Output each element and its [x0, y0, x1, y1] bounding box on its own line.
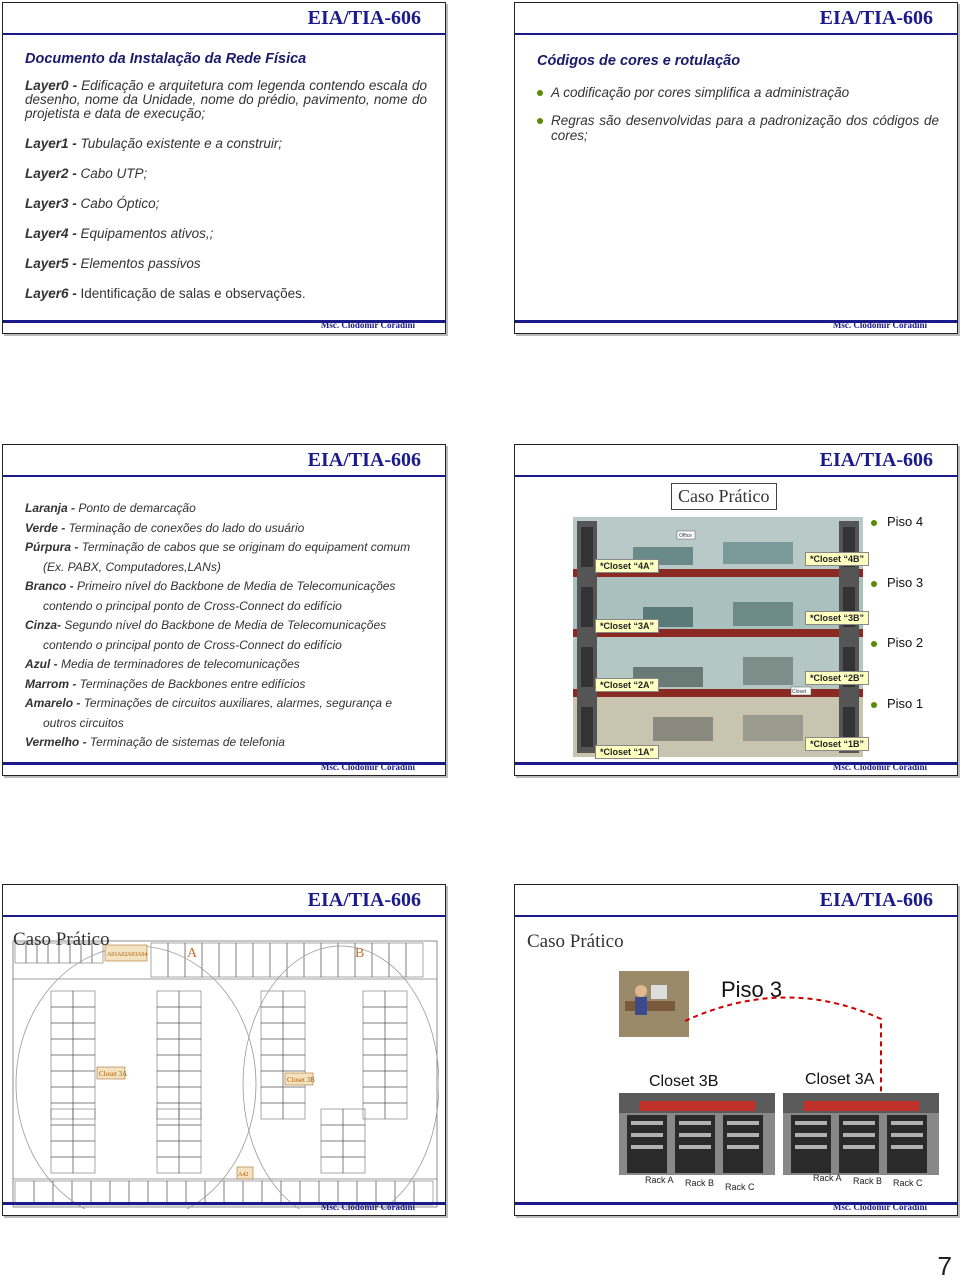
plan-cell [179, 991, 201, 1007]
closet-sign: Closet [792, 689, 807, 695]
footer-author: Msc. Clodomir Coradini [320, 1202, 415, 1212]
layer-text: Cabo UTP; [76, 166, 148, 181]
slide-footer [515, 1202, 957, 1215]
plan-cell [363, 1055, 385, 1071]
plan-cell [304, 943, 321, 977]
layer-key: Layer0 - [25, 78, 78, 93]
color-code-item [25, 521, 427, 535]
plan-cell [151, 943, 168, 977]
plan-cell [51, 1103, 73, 1119]
plan-cell [321, 1109, 343, 1125]
bullet-item: Regras são desenvolvidas para a padronização dos códigos de cores; [537, 113, 939, 143]
plan-cell [157, 1087, 179, 1103]
closet-3a-title: Closet 3A [805, 1071, 875, 1088]
plan-cell [236, 943, 253, 977]
plan-cell [343, 1125, 365, 1141]
color-code-item [25, 501, 427, 515]
layer-key: Layer4 - [25, 226, 77, 241]
plan-cell [283, 991, 305, 1007]
color-text: Terminações de circuitos auxiliares, alarmes, segurança e [80, 696, 393, 710]
bullet-icon [537, 118, 543, 124]
plan-cell [406, 943, 423, 977]
floor-item: Piso 1 [871, 696, 923, 711]
plan-cell [73, 1023, 95, 1039]
plan-cell [363, 1039, 385, 1055]
plan-cell [157, 991, 179, 1007]
header-line [515, 915, 957, 917]
slide-6 [514, 884, 958, 1216]
page-number: 7 [937, 1251, 952, 1281]
plan-cell [73, 1055, 95, 1071]
rack-label: Rack C [725, 1182, 755, 1192]
slide-header: EIA/TIA-606 [819, 889, 933, 911]
color-key: Branco - [25, 579, 74, 593]
color-code-item [25, 618, 427, 632]
plan-cell [157, 1023, 179, 1039]
plan-cell [253, 943, 270, 977]
footer-author: Msc. Clodomir Coradini [832, 1202, 927, 1212]
zone-a-label: A [187, 946, 198, 961]
bullet-icon [537, 90, 543, 96]
closet-label-3b: *Closet “3B” [805, 611, 869, 625]
plan-cell [283, 1023, 305, 1039]
plan-cell [51, 1039, 73, 1055]
header-line [3, 33, 445, 35]
header-line [3, 475, 445, 477]
color-text: Terminações de Backbones entre edifícios [76, 676, 306, 691]
color-text: contendo o principal ponto de Cross-Connect do edifício [43, 598, 342, 613]
plan-cell [261, 1087, 283, 1103]
zone-b-label: B [355, 946, 365, 961]
closet-3b-title: Closet 3B [649, 1073, 719, 1090]
layer-item [25, 227, 427, 241]
plan-cell [385, 991, 407, 1007]
plan-cell [73, 1071, 95, 1087]
color-code-item [25, 540, 427, 554]
closet-3b-label: Closet 3B [287, 1076, 315, 1084]
plan-cell [157, 1071, 179, 1087]
closet-label-1a: *Closet “1A” [595, 745, 659, 759]
floor-item: Piso 3 [871, 575, 923, 590]
tag-a04: A04 [137, 952, 148, 958]
slide-1 [2, 2, 446, 334]
color-text: contendo o principal ponto de Cross-Connect do edifício [43, 637, 342, 652]
bullet-icon [871, 581, 877, 587]
color-code-item [25, 696, 427, 710]
layer-item [25, 287, 427, 301]
slide-header: EIA/TIA-606 [307, 7, 421, 29]
slide-caption: Caso Prático [527, 931, 624, 952]
plan-cell [73, 1109, 95, 1125]
rack-label: Rack B [685, 1178, 715, 1188]
color-key: Amarelo - [25, 696, 81, 710]
plan-cell [157, 1103, 179, 1119]
plan-cell [219, 943, 236, 977]
floor-item: Piso 2 [871, 635, 923, 650]
plan-cell [73, 1039, 95, 1055]
plan-cell [363, 1007, 385, 1023]
plan-cell [283, 1103, 305, 1119]
plan-cell [270, 943, 287, 977]
plan-cell [51, 1109, 73, 1125]
floor-title: Piso 3 [721, 977, 783, 1002]
plan-cell [51, 1087, 73, 1103]
plan-cell [179, 1039, 201, 1055]
layer-text: Identificação de salas e observações. [76, 286, 306, 301]
color-key: Vermelho - [25, 735, 87, 749]
color-text: Primeiro nível do Backbone de Media de Telecomunicações [73, 579, 396, 593]
plan-cell [73, 1141, 95, 1157]
color-code-item [25, 677, 427, 691]
bullet-icon [871, 641, 877, 647]
plan-cell [283, 1087, 305, 1103]
closet-label-4a: *Closet “4A” [595, 559, 659, 573]
plan-cell [372, 943, 389, 977]
closet-label-4b: *Closet “4B” [805, 552, 869, 566]
plan-cell [157, 1109, 179, 1125]
color-key: Púrpura - [25, 540, 79, 554]
color-text: (Ex. PABX, Computadores,LANs) [43, 559, 221, 574]
header-line [515, 33, 957, 35]
layer-item [25, 167, 427, 181]
slide-footer [3, 320, 445, 333]
layer-key: Layer1 - [25, 136, 77, 151]
plan-cell [321, 1157, 343, 1173]
color-text: outros circuitos [43, 715, 124, 730]
plan-cell [261, 1023, 283, 1039]
plan-cell [51, 1141, 73, 1157]
plan-cell [343, 1109, 365, 1125]
layer-key: Layer6 - [25, 286, 77, 301]
plan-cell [51, 1007, 73, 1023]
plan-cell [283, 1055, 305, 1071]
plan-cell [283, 1007, 305, 1023]
slide-header: EIA/TIA-606 [819, 7, 933, 29]
plan-cell [179, 1109, 201, 1125]
color-code-item [25, 560, 427, 574]
color-key: Azul - [25, 657, 58, 671]
slide-caption: Caso Prático [671, 483, 777, 510]
closet-label-1b: *Closet “1B” [805, 737, 869, 751]
color-key: Verde - [25, 520, 66, 535]
plan-cell [73, 1007, 95, 1023]
plan-cell [385, 1087, 407, 1103]
plan-cell [385, 1039, 407, 1055]
footer-author: Msc. Clodomir Coradini [832, 320, 927, 330]
footer-author: Msc. Clodomir Coradini [320, 320, 415, 330]
color-text: Media de terminadores de telecomunicações [57, 657, 300, 671]
layer-item [25, 257, 427, 271]
slide-caption: Caso Prático [13, 929, 110, 950]
plan-cell [321, 1125, 343, 1141]
bullet-icon [871, 702, 877, 708]
plan-cell [73, 1087, 95, 1103]
plan-cell [343, 1141, 365, 1157]
bullet-item: A codificação por cores simplifica a administração [537, 85, 939, 100]
layer-text: Cabo Óptico; [76, 196, 160, 211]
plan-cell [261, 1071, 283, 1087]
tag-a42: A42 [238, 1172, 249, 1178]
layer-key: Layer3 - [25, 196, 77, 211]
plan-cell [261, 1007, 283, 1023]
floor-plan [11, 939, 439, 1209]
plan-cell [261, 1039, 283, 1055]
slide-3 [2, 444, 446, 776]
color-code-item [25, 638, 427, 652]
color-code-item [25, 735, 427, 749]
layer-item [25, 79, 427, 121]
plan-cell [287, 943, 304, 977]
plan-cell [73, 1157, 95, 1173]
rack-label: Rack A [645, 1175, 674, 1185]
closet-3a-label: Closet 3A [99, 1070, 128, 1078]
plan-cell [261, 1055, 283, 1071]
plan-cell [51, 1125, 73, 1141]
closet-3a-racks [783, 1093, 939, 1175]
color-key: Marrom - [25, 676, 77, 691]
closet-label-2a: *Closet “2A” [595, 678, 659, 692]
plan-cell [51, 1023, 73, 1039]
plan-cell [283, 1039, 305, 1055]
slide-5 [2, 884, 446, 1216]
plan-cell [363, 1071, 385, 1087]
plan-cell [157, 1125, 179, 1141]
header-line [3, 915, 445, 917]
slide-footer [3, 762, 445, 775]
closet-label-2b: *Closet “2B” [805, 671, 869, 685]
plan-cell [202, 943, 219, 977]
plan-cell [51, 991, 73, 1007]
layer-text: Tubulação existente e a construir; [76, 136, 283, 151]
slide-footer [3, 1202, 445, 1215]
color-code-list [25, 501, 427, 755]
layer-text: Elementos passivos [76, 256, 201, 271]
plan-cell [157, 1157, 179, 1173]
closet-3b-racks [619, 1093, 775, 1175]
plan-cell [179, 1141, 201, 1157]
plan-cell [168, 943, 185, 977]
slide-title: Documento da Instalação da Rede Física [25, 51, 307, 67]
color-code-item [25, 599, 427, 613]
floor-item: Piso 4 [871, 514, 923, 529]
slide-header: EIA/TIA-606 [307, 449, 421, 471]
color-key: Laranja - [25, 501, 76, 515]
layer-text: Edificação e arquitetura com legenda contendo escala do desenho, nome da Unidade, nome do prédio, pavimento, nome do projetista e data de execução; [25, 78, 428, 121]
rack-label: Rack A [813, 1173, 842, 1183]
color-code-item [25, 657, 427, 671]
plan-cell [73, 1103, 95, 1119]
rack-label: Rack B [853, 1176, 883, 1186]
plan-cell [179, 1007, 201, 1023]
color-key: Cinza- [25, 618, 61, 632]
plan-cell [385, 1103, 407, 1119]
plan-cell [179, 1071, 201, 1087]
plan-cell [179, 1087, 201, 1103]
layer-item [25, 137, 427, 151]
slide-footer [515, 762, 957, 775]
color-text: Terminação de conexões do lado do usuário [65, 520, 305, 535]
plan-cell [179, 1125, 201, 1141]
slide-4 [514, 444, 958, 776]
plan-cell [343, 1157, 365, 1173]
plan-cell [261, 991, 283, 1007]
color-code-item [25, 716, 427, 730]
header-line [515, 475, 957, 477]
color-text: Ponto de demarcação [75, 501, 196, 515]
office-sign: Office [679, 533, 692, 539]
plan-cell [73, 1125, 95, 1141]
rack-label: Rack C [893, 1178, 923, 1188]
plan-cell [73, 991, 95, 1007]
plan-cell [179, 1023, 201, 1039]
plan-cell [385, 1023, 407, 1039]
plan-cell [157, 1007, 179, 1023]
tag-a03: A03 [127, 952, 138, 958]
slide-title: Códigos de cores e rotulação [537, 53, 741, 69]
plan-cell [385, 1071, 407, 1087]
plan-cell [179, 1055, 201, 1071]
plan-cell [338, 943, 355, 977]
layer-item [25, 197, 427, 211]
plan-cell [321, 1141, 343, 1157]
plan-cell [157, 1141, 179, 1157]
plan-cell [385, 1055, 407, 1071]
closet-label-3a: *Closet “3A” [595, 619, 659, 633]
plan-cell [51, 1055, 73, 1071]
slide-2 [514, 2, 958, 334]
tag-a02: A02 [117, 952, 128, 958]
slide-footer [515, 320, 957, 333]
plan-cell [363, 1103, 385, 1119]
slide-header: EIA/TIA-606 [819, 449, 933, 471]
plan-cell [179, 1157, 201, 1173]
plan-cell [51, 1071, 73, 1087]
slide-header: EIA/TIA-606 [307, 889, 421, 911]
plan-cell [261, 1103, 283, 1119]
plan-cell [157, 1039, 179, 1055]
bullet-icon [871, 520, 877, 526]
tag-a01: A01 [107, 952, 118, 958]
layer-list [25, 79, 427, 317]
plan-cell [385, 1007, 407, 1023]
plan-cell [363, 991, 385, 1007]
plan-cell [51, 1157, 73, 1173]
color-text: Terminação de sistemas de telefonia [86, 735, 285, 749]
plan-cell [157, 1055, 179, 1071]
layer-key: Layer2 - [25, 166, 77, 181]
color-code-item [25, 579, 427, 593]
layer-key: Layer5 - [25, 256, 77, 271]
plan-cell [389, 943, 406, 977]
plan-cell [363, 1087, 385, 1103]
plan-cell [179, 1103, 201, 1119]
color-text: Terminação de cabos que se originam do equipament comum [78, 540, 411, 554]
color-text: Segundo nível do Backbone de Media de Telecomunicações [61, 618, 387, 632]
layer-text: Equipamentos ativos,; [76, 226, 214, 241]
plan-cell [363, 1023, 385, 1039]
footer-author: Msc. Clodomir Coradini [832, 762, 927, 772]
footer-author: Msc. Clodomir Coradini [320, 762, 415, 772]
